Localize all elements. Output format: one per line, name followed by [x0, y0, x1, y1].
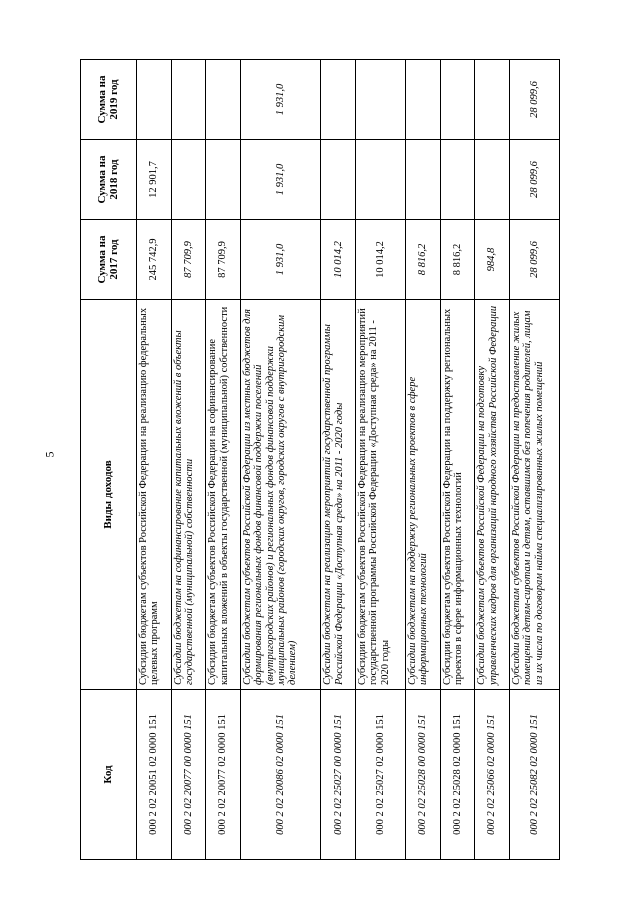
cell-sum-2019: 1 931,0: [240, 60, 321, 140]
cell-code: 000 2 02 25028 00 0000 151: [406, 690, 441, 860]
cell-code: 000 2 02 25066 02 0000 151: [475, 690, 510, 860]
cell-code: 000 2 02 20051 02 0000 151: [137, 690, 172, 860]
cell-sum-2019: [321, 60, 356, 140]
cell-code: 000 2 02 20086 02 0000 151: [240, 690, 321, 860]
cell-code: 000 2 02 20077 02 0000 151: [206, 690, 241, 860]
cell-revenue-type: Субсидии бюджетам субъектов Российской Федерации на предоставление жилых помещений детям-сиротам и детям, оставшимся без попечения родителей, лицам из их числа по договорам найма специализированных жилых помещений: [509, 300, 559, 690]
cell-sum-2018: 28 099,6: [509, 140, 559, 220]
cell-sum-2017: 87 709,9: [206, 220, 241, 300]
cell-revenue-type: Субсидии бюджетам субъектов Российской Федерации на поддержку региональных проектов в сфере информационных технологий: [440, 300, 475, 690]
cell-sum-2019: [440, 60, 475, 140]
rotated-page: [80, 60, 560, 860]
table-row: [240, 60, 321, 860]
cell-revenue-type: Субсидии бюджетам субъектов Российской Федерации на реализацию федеральных целевых программ: [137, 300, 172, 690]
cell-code: 000 2 02 25027 02 0000 151: [356, 690, 406, 860]
cell-revenue-type: Субсидии бюджетам на софинансирование капитальных вложений в объекты государственной (муниципальной) собственности: [171, 300, 206, 690]
cell-sum-2017: 1 931,0: [240, 220, 321, 300]
revenue-table: [80, 59, 560, 860]
header-code: Код: [81, 690, 137, 860]
cell-code: 000 2 02 25028 02 0000 151: [440, 690, 475, 860]
cell-sum-2018: [406, 140, 441, 220]
table-header-row: [81, 60, 137, 860]
cell-sum-2018: [206, 140, 241, 220]
cell-sum-2019: [406, 60, 441, 140]
cell-sum-2017: 10 014,2: [356, 220, 406, 300]
cell-sum-2019: [137, 60, 172, 140]
cell-revenue-type: Субсидии бюджетам на поддержку региональных проектов в сфере информационных технологий: [406, 300, 441, 690]
cell-revenue-type: Субсидии бюджетам на реализацию мероприятий государственной программы Российской Федерации «Доступная среда» на 2011 - 2020 годы: [321, 300, 356, 690]
cell-sum-2017: 8 816,2: [440, 220, 475, 300]
table-row: [475, 60, 510, 860]
table-row: [406, 60, 441, 860]
header-sum-2018: Сумма на 2018 год: [81, 140, 137, 220]
cell-sum-2017: 984,8: [475, 220, 510, 300]
table-row: [440, 60, 475, 860]
cell-sum-2017: 87 709,9: [171, 220, 206, 300]
cell-revenue-type: Субсидии бюджетам субъектов Российской Федерации на софинансирование капитальных вложений в объекты государственной (муниципальной) собственности: [206, 300, 241, 690]
cell-sum-2018: [171, 140, 206, 220]
cell-sum-2018: 12 901,7: [137, 140, 172, 220]
table-row: [321, 60, 356, 860]
cell-code: 000 2 02 25027 00 0000 151: [321, 690, 356, 860]
cell-sum-2018: [475, 140, 510, 220]
table-body: [137, 60, 560, 860]
cell-sum-2019: [356, 60, 406, 140]
cell-code: 000 2 02 20077 00 0000 151: [171, 690, 206, 860]
cell-sum-2017: 245 742,9: [137, 220, 172, 300]
header-sum-2017: Сумма на 2017 год: [81, 220, 137, 300]
table-row: [171, 60, 206, 860]
cell-sum-2019: [475, 60, 510, 140]
cell-sum-2019: [206, 60, 241, 140]
cell-code: 000 2 02 25082 02 0000 151: [509, 690, 559, 860]
cell-sum-2017: 10 014,2: [321, 220, 356, 300]
cell-revenue-type: Субсидии бюджетам субъектов Российской Федерации на подготовку управленческих кадров для организаций народного хозяйства Российской Федерации: [475, 300, 510, 690]
header-revenue-type: Виды доходов: [81, 300, 137, 690]
header-sum-2019: Сумма на 2019 год: [81, 60, 137, 140]
table-row: [509, 60, 559, 860]
cell-sum-2017: 28 099,6: [509, 220, 559, 300]
cell-sum-2018: [321, 140, 356, 220]
cell-sum-2017: 8 816,2: [406, 220, 441, 300]
cell-revenue-type: Субсидии бюджетам субъектов Российской Федерации из местных бюджетов для формирования региональных фондов финансовой поддержки поселений (внутригородских районов) и региональных фондов финансовой поддержки муниципальных районов (городских округов, городских округов с внутригородским делением): [240, 300, 321, 690]
cell-sum-2019: [171, 60, 206, 140]
cell-sum-2018: 1 931,0: [240, 140, 321, 220]
table-row: [137, 60, 172, 860]
cell-sum-2018: [356, 140, 406, 220]
cell-revenue-type: Субсидии бюджетам субъектов Российской Федерации на реализацию мероприятий государственной программы Российской Федерации «Доступная среда» на 2011 - 2020 годы: [356, 300, 406, 690]
table-row: [356, 60, 406, 860]
page-number: 5: [42, 451, 57, 458]
cell-sum-2018: [440, 140, 475, 220]
cell-sum-2019: 28 099,6: [509, 60, 559, 140]
table-row: [206, 60, 241, 860]
